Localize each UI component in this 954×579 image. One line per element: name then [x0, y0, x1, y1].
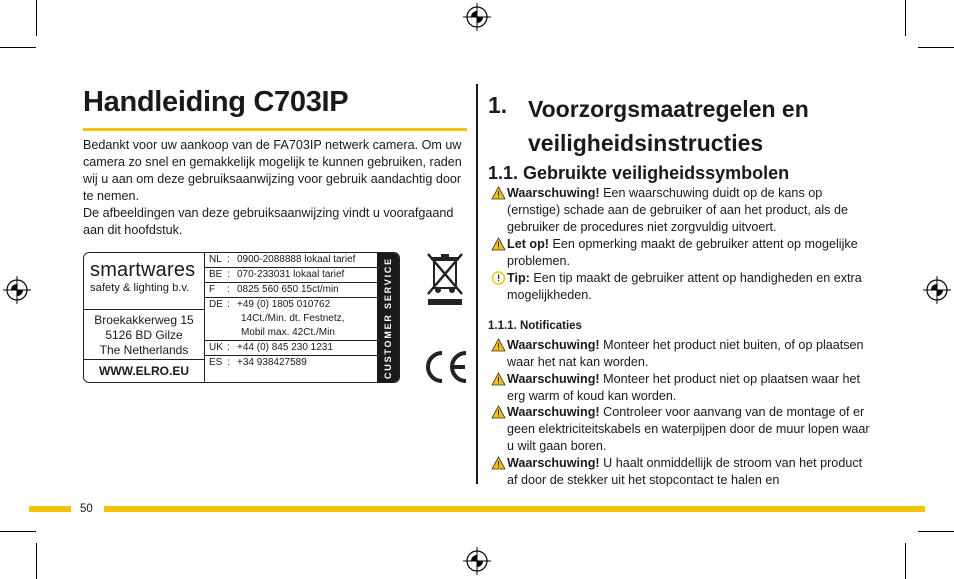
weee-crossed-bin-icon [424, 250, 466, 306]
brand-subtitle: safety & lighting b.v. [90, 282, 190, 294]
phone-text: +34 938427589 [237, 357, 307, 368]
warning-triangle-icon [491, 338, 506, 352]
title-underline [83, 128, 467, 131]
note-label: Waarschuwing! [507, 372, 600, 386]
note-item [491, 337, 876, 371]
footer-bar [104, 506, 925, 512]
country-code: ES [209, 357, 223, 368]
note-item [491, 371, 876, 405]
section-title: Voorzorgsmaatregelen en veiligheidsinstructies [528, 96, 809, 156]
crop-mark [36, 0, 37, 36]
company-address [84, 309, 204, 358]
registration-mark-icon [923, 276, 951, 304]
country-code: UK [209, 342, 223, 353]
crop-mark [905, 0, 906, 36]
symbol-item [491, 270, 876, 304]
phone-rate-note: Mobil max. 42Ct./Min [241, 327, 335, 338]
phone-row: UK : +44 (0) 845 230 1231 [205, 341, 377, 356]
symbol-text: Een waarschuwing duidt op de kans op (ernstige) schade aan de gebruiker of aan het product, als de gebruiker de procedures niet zorgvuldig uitvoert. [507, 186, 848, 234]
phone-text: +49 (0) 1805 010762 [237, 299, 331, 310]
warning-triangle-icon [491, 372, 506, 386]
customer-service-card [83, 252, 400, 383]
note-label: Waarschuwing! [507, 405, 600, 419]
intro-text [83, 137, 468, 239]
symbol-text: Een tip maakt de gebruiker attent op handigheden en extra mogelijkheden. [507, 271, 862, 302]
note-label: Waarschuwing! [507, 456, 600, 470]
symbol-item [491, 185, 876, 236]
note-label: Waarschuwing! [507, 338, 600, 352]
symbol-label: Waarschuwing! [507, 186, 600, 200]
symbol-label: Tip: [507, 271, 530, 285]
column-divider [476, 84, 478, 484]
phone-text: 070-233031 lokaal tarief [237, 269, 345, 280]
country-code: F [209, 284, 216, 295]
service-phone-list [205, 253, 377, 370]
symbol-label: Let op! [507, 237, 549, 251]
card-company-block [84, 253, 205, 382]
customer-service-label: CUSTOMER SERVICE [383, 256, 393, 379]
crop-mark [0, 531, 36, 532]
crop-mark [36, 543, 37, 579]
registration-mark-icon [463, 547, 491, 575]
phone-text: +44 (0) 845 230 1231 [237, 342, 333, 353]
intro-paragraph: Bedankt voor uw aankoop van de FA703IP netwerk camera. Om uw camera zo snel en gemakkelijk mogelijk te kunnen gebruiken, raden wij u aan om deze gebruiksaanwijzing voor gebruik aandachtig door te nemen. [83, 138, 462, 203]
phone-row: DE : +49 (0) 1805 010762 14Ct./Min. dt. Festnetz, Mobil max. 42Ct./Min [205, 298, 377, 341]
warning-triangle-icon [491, 186, 506, 200]
footer-bar [29, 506, 71, 512]
phone-text: 0900-2088888 lokaal tarief [237, 254, 356, 265]
ce-mark-icon [422, 350, 468, 384]
country-code: NL [209, 254, 222, 265]
registration-mark-icon [463, 3, 491, 31]
crop-mark [905, 543, 906, 579]
note-text: U haalt onmiddellijk de stroom van het product af door de stekker uit het stopcontact te halen en [507, 456, 863, 487]
crop-mark [0, 47, 36, 48]
address-line: Broekakkerweg 15 [94, 313, 194, 327]
note-item [491, 404, 876, 455]
note-text: Monteer het product niet op plaatsen waar het erg warm of koud kan worden. [507, 372, 861, 403]
note-text: Monteer het product niet buiten, of op plaatsen waar het nat kan worden. [507, 338, 864, 369]
page-number: 50 [80, 503, 93, 515]
tip-exclamation-icon [491, 271, 506, 285]
phone-row: NL : 0900-2088888 lokaal tarief [205, 253, 377, 268]
notes-title: 1.1.1. Notificaties [488, 320, 582, 332]
phone-rate-note: 14Ct./Min. dt. Festnetz, [241, 313, 345, 324]
subsection-title: 1.1. Gebruikte veiligheidssymbolen [488, 163, 790, 183]
brand-logo-text: smartwares [90, 259, 196, 281]
crop-mark [918, 47, 954, 48]
warning-triangle-icon [491, 237, 506, 251]
country-code: BE [209, 269, 223, 280]
symbol-text: Een opmerking maakt de gebruiker attent op mogelijke problemen. [507, 237, 858, 268]
customer-service-band [377, 253, 399, 382]
website-label: WWW.ELRO.EU [84, 359, 204, 383]
crop-mark [918, 531, 954, 532]
warning-triangle-icon [491, 405, 506, 419]
warning-triangle-icon [491, 456, 506, 470]
phone-row: BE : 070-233031 lokaal tarief [205, 268, 377, 283]
intro-paragraph: De afbeeldingen van deze gebruiksaanwijzing vindt u voorafgaand aan dit hoofdstuk. [83, 206, 454, 237]
note-item [491, 455, 876, 489]
phone-row: ES : +34 938427589 [209, 357, 307, 368]
phone-text: 0825 560 650 15ct/min [237, 284, 339, 295]
phone-row: F : 0825 560 650 15ct/min [205, 283, 377, 298]
country-code: DE [209, 299, 223, 310]
page-title: Handleiding C703IP [83, 86, 349, 118]
registration-mark-icon [3, 276, 31, 304]
address-line: The Netherlands [99, 343, 189, 357]
note-text: Controleer voor aanvang van de montage of er geen elektriciteitskabels en waterpijpen door de muur lopen waar u wilt gaan boren. [507, 405, 870, 453]
section-number: 1. [488, 92, 508, 118]
symbol-item [491, 236, 876, 270]
address-line: 5126 BD Gilze [105, 328, 183, 342]
